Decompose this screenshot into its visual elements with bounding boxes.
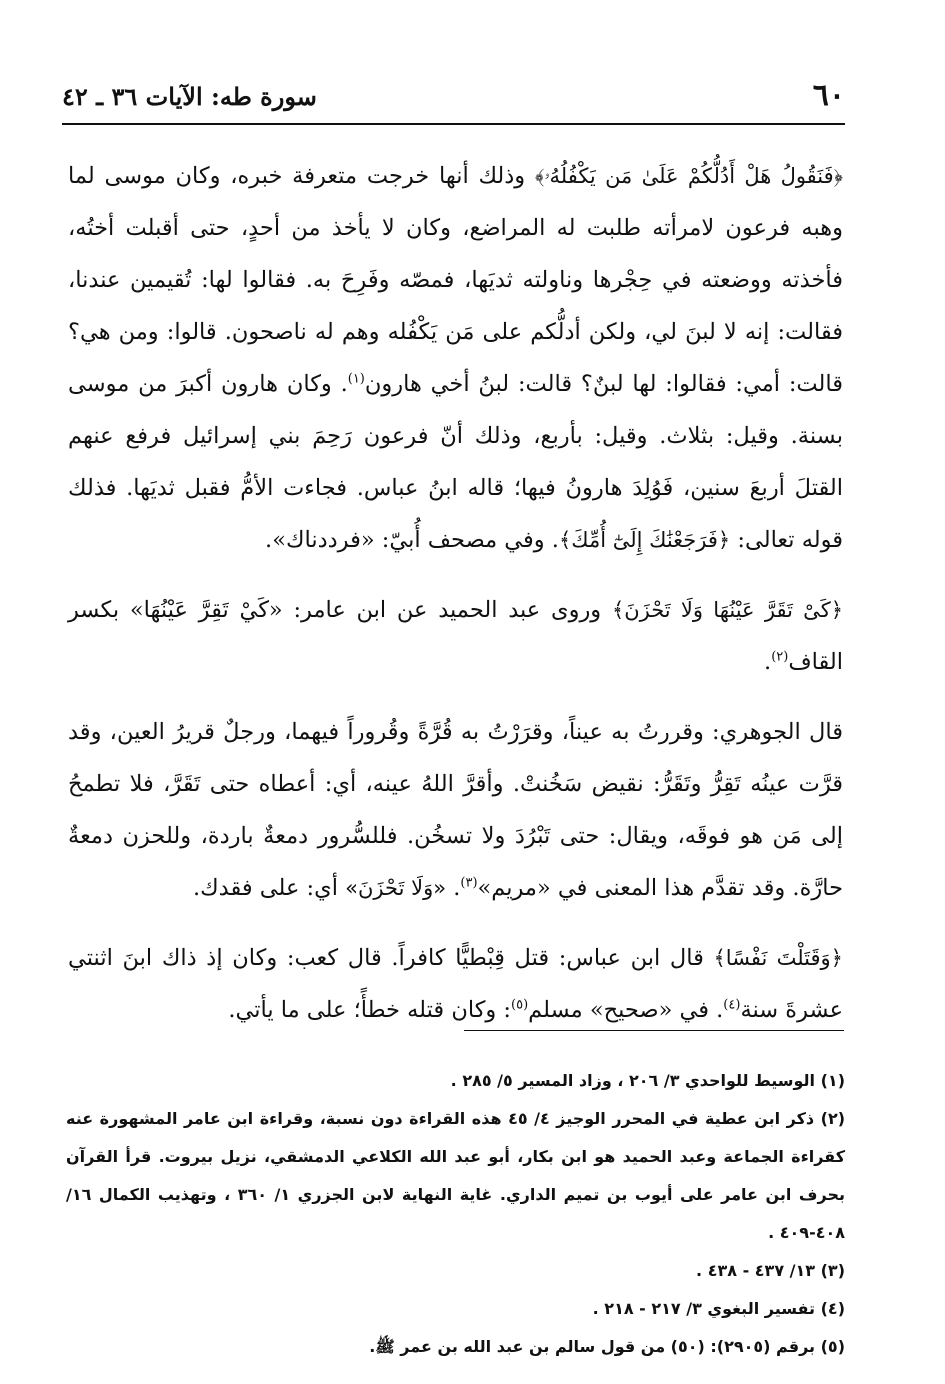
paragraph-text: . وفي مصحف أُبيّ: «فرددناك». — [265, 527, 559, 553]
footnote-ref: (٥) — [511, 997, 529, 1013]
main-text — [68, 150, 843, 1036]
paragraph — [68, 150, 843, 566]
paragraph — [68, 584, 843, 688]
footnote: (٥) برقم (٢٩٠٥): (٥٠) من قول سالم بن عبد الله بن عمر ﷺ. — [369, 1337, 845, 1356]
footnote: (٤) تفسير البغوي ٣/ ٢١٧ - ٢١٨ . — [592, 1299, 845, 1318]
paragraph-text: . وكان هارون أكبرَ من موسى بسنة. وقيل: بثلاث. وقيل: بأربع، وذلك أنّ فرعون رَحِمَ بني إسرائيل فرفع عنهم القتلَ أربعَ سنين، فَوُلِدَ هارونُ فيها؛ قاله ابنُ عباس. فجاءت الأمُّ فقبل ثديَها. فذلك قوله تعالى: — [68, 371, 843, 553]
footnote: (٢) ذكر ابن عطية في المحرر الوجيز ٤/ ٤٥ هذه القراءة دون نسبة، وقراءة ابن عامر المشهورة عنه كقراءة الجماعة وعبد الحميد هو ابن بكار، أبو عبد الله الكلاعي الدمشقي، نزيل بيروت. قرأ القرآن بحرف ابن عامر على أيوب بن تميم الداري. غاية النهاية لابن الجزري ١/ ٣٦٠ ، وتهذيب الكمال ١٦/ ٤٠٨-٤٠٩ . — [66, 1109, 846, 1242]
page-header — [62, 78, 845, 120]
footnote: (١) الوسيط للواحدي ٣/ ٢٠٦ ، وزاد المسير ٥/ ٢٨٥ . — [450, 1071, 845, 1090]
quran-verse: ﴿وَقَتَلْتَ نَفْسًا﴾ — [713, 946, 843, 970]
footnote: (٣) ١٣/ ٤٣٧ - ٤٣٨ . — [696, 1261, 845, 1280]
page-number: ٦٠ — [812, 78, 845, 113]
quran-verse: «وَلَا تَحْزَنَ» — [345, 876, 447, 900]
paragraph-text: : وكان قتله خطأً؛ على ما يأتي. — [228, 997, 512, 1023]
paragraph-text: . — [446, 875, 461, 901]
paragraph-text: وذلك أنها خرجت متعرفة خبره، وكان موسى لما وهبه فرعون لامرأته طلبت له المراضع، وكان لا يأخذ من أحدٍ، حتى أقبلت أختُه، فأخذته ووضعته في حِجْرها وناولته ثديَها، فمصّه وفَرِحَ به. فقالوا لها: تُقيمين عندنا، فقالت: إنه لا لبنَ لي، ولكن أدلُّكم على مَن يَكْفُله وهم له ناصحون. قالوا: ومن هي؟ قالت: أمي: فقالوا: لها لبنٌ؟ قالت: لبنُ أخي هارون — [68, 163, 843, 397]
paragraph — [68, 932, 843, 1036]
header-rule — [62, 123, 845, 125]
quran-verse: ﴿فَنَقُولُ هَلْ أَدُلُّكُمْ عَلَىٰ مَن يَكْفُلُهُۥ﴾ — [534, 164, 843, 188]
paragraph-text: أي: على فقدك. — [192, 875, 346, 901]
footnote-ref: (٤) — [723, 997, 741, 1013]
paragraph-text: قال الجوهري: وقررتُ به عيناً، وقرَرْتُ به قُرَّةً وقُروراً فيهما، ورجلٌ قريرُ العين، وقد قرَّت عينُه تَقِرُّ وتَقَرُّ: نقيض سَخُنتْ. وأقرَّ اللهُ عينه، أي: أعطاه حتى تَقَرَّ، فلا تطمحُ إلى مَن هو فوقَه، ويقال: حتى تَبْرُدَ ولا تسخُن. فللسُّرور دمعةٌ باردة، وللحزن دمعةٌ حارَّة. وقد تقدَّم هذا المعنى في «مريم» — [68, 719, 843, 901]
paragraph-text: قال ابن عباس: قتل قِبْطيًّا كافراً. قال كعب: وكان إذ ذاك ابنَ اثنتي عشرةَ سنة — [68, 945, 843, 1023]
quran-verse: ﴿كَىْ تَقَرَّ عَيْنُهَا وَلَا تَحْزَنَ﴾ — [611, 598, 843, 622]
footnote-separator — [464, 1030, 844, 1031]
paragraph — [68, 706, 843, 914]
paragraph-text: وروى عبد الحميد عن ابن عامر: «كَيْ تَقِرَّ عَيْنُهَا» بكسر القاف — [68, 597, 843, 675]
running-title: سورة طه: الآيات ٣٦ ـ ٤٢ — [62, 82, 317, 111]
footnote-ref: (٢) — [771, 649, 789, 665]
footnotes — [66, 1062, 845, 1366]
paragraph-text: . في «صحيح» مسلم — [528, 997, 724, 1023]
quran-verse: ﴿فَرَجَعْنَٰكَ إِلَىٰٓ أُمِّكَ﴾ — [558, 528, 731, 552]
footnote-ref: (١) — [347, 371, 365, 387]
footnote-ref: (٣) — [460, 875, 478, 891]
paragraph-text: . — [764, 649, 772, 675]
